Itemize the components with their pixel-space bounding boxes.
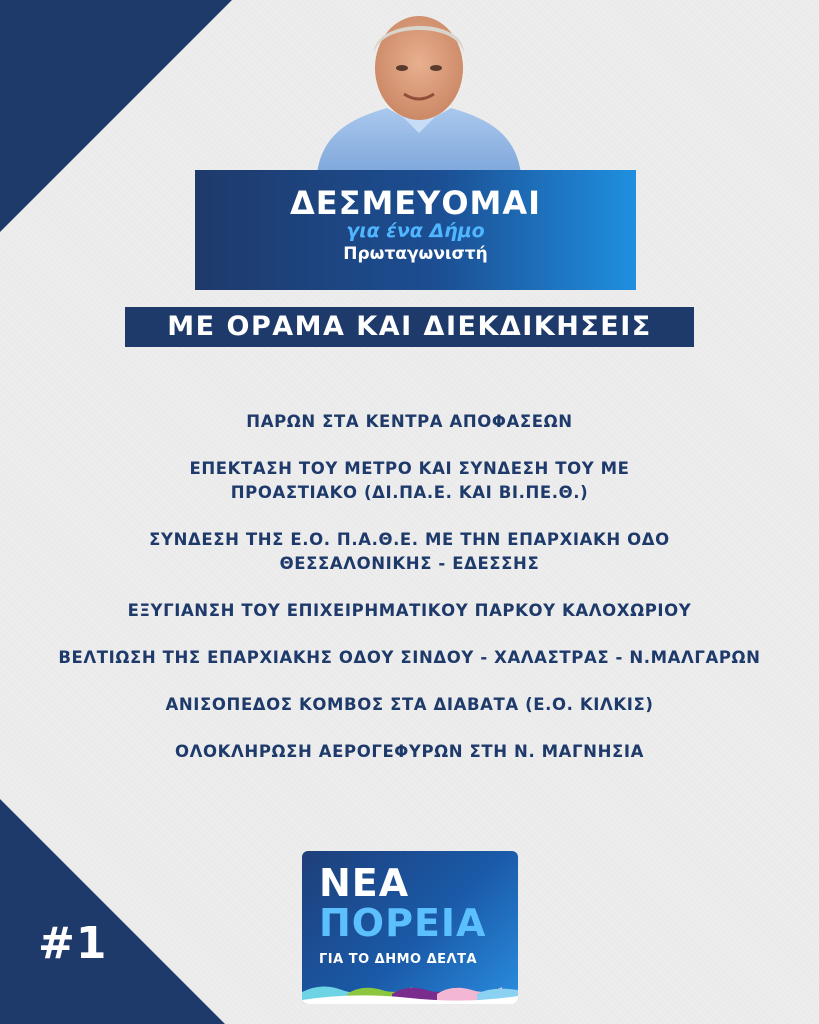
bottom-left-triangle bbox=[0, 799, 225, 1024]
logo-line-2: ΠΟΡΕΙΑ bbox=[319, 901, 487, 945]
pledge-title: ΔΕΣΜΕΥΟΜΑΙ bbox=[289, 184, 542, 222]
pledge-box bbox=[195, 170, 636, 290]
commitment-item: ΠΑΡΩΝ ΣΤΑ ΚΕΝΤΡΑ ΑΠΟΦΑΣΕΩΝ bbox=[246, 412, 573, 431]
commitment-item: ΒΕΛΤΙΩΣΗ ΤΗΣ ΕΠΑΡΧΙΑΚΗΣ ΟΔΟΥ ΣΙΝΔΟΥ - ΧΑΛΑΣΤΡΑΣ - Ν.ΜΑΛΓΑΡΩΝ bbox=[58, 648, 761, 667]
commitment-item: ΑΝΙΣΟΠΕΔΟΣ ΚΟΜΒΟΣ ΣΤΑ ΔΙΑΒΑΤΑ (Ε.Ο. ΚΙΛΚΙΣ) bbox=[165, 695, 654, 714]
party-logo bbox=[302, 851, 518, 1004]
commitments-list bbox=[0, 410, 819, 787]
commitment-item: ΕΠΕΚΤΑΣΗ ΤΟΥ ΜΕΤΡΟ ΚΑΙ ΣΥΝΔΕΣΗ ΤΟΥ ΜΕ ΠΡΟΑΣΤΙΑΚΟ (ΔΙ.ΠΑ.Ε. ΚΑΙ ΒΙ.ΠΕ.Θ.) bbox=[189, 459, 630, 502]
candidate-portrait bbox=[312, 8, 526, 174]
post-number-label: #1 bbox=[38, 918, 108, 969]
commitment-item: ΣΥΝΔΕΣΗ ΤΗΣ Ε.Ο. Π.Α.Θ.Ε. ΜΕ ΤΗΝ ΕΠΑΡΧΙΑΚΗ ΟΔΟ ΘΕΣΣΑΛΟΝΙΚΗΣ - ΕΔΕΣΣΗΣ bbox=[149, 530, 670, 573]
pledge-subtitle: για ένα Δήμο bbox=[346, 220, 485, 242]
logo-tagline: ΓΙΑ ΤΟ ΔΗΜΟ ΔΕΛΤΑ bbox=[319, 952, 478, 967]
vision-banner: ΜΕ ΟΡΑΜΑ ΚΑΙ ΔΙΕΚΔΙΚΗΣΕΙΣ bbox=[125, 307, 694, 347]
logo-line-1: ΝΕΑ bbox=[319, 861, 410, 905]
logo-waves-icon bbox=[302, 974, 518, 1004]
pledge-subtitle-2: Πρωταγωνιστή bbox=[343, 244, 488, 264]
commitment-item: ΕΞΥΓΙΑΝΣΗ ΤΟΥ ΕΠΙΧΕΙΡΗΜΑΤΙΚΟΥ ΠΑΡΚΟΥ ΚΑΛΟΧΩΡΙΟΥ bbox=[127, 601, 692, 620]
commitment-item: ΟΛΟΚΛΗΡΩΣΗ ΑΕΡΟΓΕΦΥΡΩΝ ΣΤΗ Ν. ΜΑΓΝΗΣΙΑ bbox=[175, 742, 644, 761]
